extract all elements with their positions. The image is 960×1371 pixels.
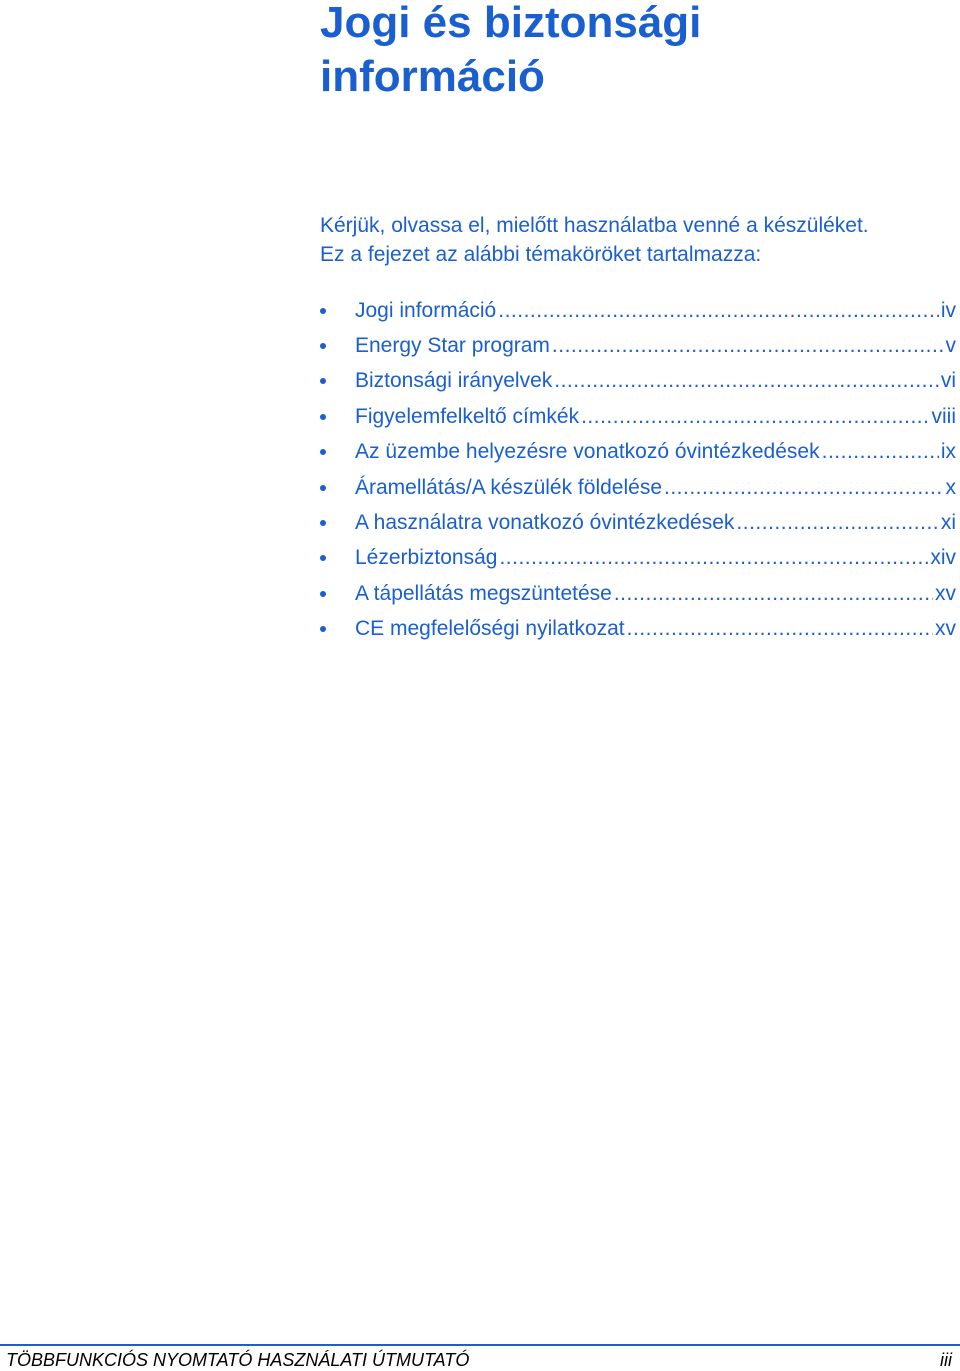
toc-label: Lézerbiztonság bbox=[355, 546, 498, 570]
page-title-line-1: Jogi és biztonsági bbox=[320, 0, 702, 47]
page-footer bbox=[6, 1349, 952, 1371]
bullet-icon bbox=[320, 555, 326, 561]
toc-item-warning-labels[interactable] bbox=[320, 399, 956, 434]
toc-label: Energy Star program bbox=[355, 334, 550, 358]
toc-link[interactable] bbox=[355, 582, 956, 606]
toc-leader-dots bbox=[499, 546, 928, 570]
toc-leader-dots bbox=[554, 369, 939, 393]
footer-divider bbox=[0, 1344, 960, 1346]
bullet-icon bbox=[320, 449, 326, 455]
toc-item-safety-guidelines[interactable] bbox=[320, 364, 956, 399]
toc-item-installation-precautions[interactable] bbox=[320, 435, 956, 470]
toc-link[interactable] bbox=[355, 369, 956, 393]
bullet-icon bbox=[320, 414, 326, 420]
toc-page-number: xi bbox=[940, 511, 956, 535]
toc-leader-dots bbox=[552, 334, 944, 358]
toc-item-legal-information[interactable] bbox=[320, 293, 956, 328]
footer-page-number: iii bbox=[940, 1350, 952, 1370]
toc-label: Figyelemfelkeltő címkék bbox=[355, 404, 580, 428]
toc-leader-dots bbox=[498, 299, 939, 323]
toc-link[interactable] bbox=[355, 405, 956, 429]
bullet-icon bbox=[320, 343, 326, 349]
bullet-icon bbox=[320, 485, 326, 491]
table-of-contents bbox=[320, 293, 956, 647]
toc-page-number: viii bbox=[931, 404, 956, 428]
toc-item-energy-star[interactable] bbox=[320, 328, 956, 363]
toc-label: Az üzembe helyezésre vonatkozó óvintézkedések bbox=[355, 440, 820, 464]
toc-label: A tápellátás megszüntetése bbox=[355, 581, 612, 605]
toc-link[interactable] bbox=[355, 334, 956, 358]
toc-leader-dots bbox=[627, 617, 933, 641]
toc-item-ce-declaration[interactable] bbox=[320, 612, 956, 647]
page-title-line-2: információ bbox=[320, 52, 545, 101]
intro-line-1: Kérjük, olvassa el, mielőtt használatba venné a készüléket. bbox=[320, 214, 869, 237]
toc-item-power-grounding[interactable] bbox=[320, 470, 956, 505]
toc-link[interactable] bbox=[355, 440, 956, 464]
page-title bbox=[320, 0, 701, 104]
toc-page-number: x bbox=[945, 475, 956, 499]
toc-link[interactable] bbox=[355, 511, 956, 535]
chapter-intro bbox=[320, 211, 950, 269]
bullet-icon bbox=[320, 591, 326, 597]
toc-item-laser-safety[interactable] bbox=[320, 541, 956, 576]
toc-page-number: xiv bbox=[930, 546, 956, 570]
toc-link[interactable] bbox=[355, 299, 956, 323]
footer-manual-title: TÖBBFUNKCIÓS NYOMTATÓ HASZNÁLATI ÚTMUTATÓ bbox=[6, 1350, 470, 1370]
toc-page-number: xv bbox=[935, 581, 956, 605]
toc-leader-dots bbox=[614, 582, 933, 606]
bullet-icon bbox=[320, 520, 326, 526]
toc-label: A használatra vonatkozó óvintézkedések bbox=[355, 511, 735, 535]
toc-leader-dots bbox=[822, 440, 939, 464]
toc-label: Jogi információ bbox=[355, 298, 497, 322]
intro-line-2: Ez a fejezet az alábbi témaköröket tartalmazza: bbox=[320, 243, 762, 266]
toc-item-usage-precautions[interactable] bbox=[320, 505, 956, 540]
toc-label: Biztonsági irányelvek bbox=[355, 369, 553, 393]
bullet-icon bbox=[320, 378, 326, 384]
toc-page-number: v bbox=[945, 334, 956, 358]
bullet-icon bbox=[320, 308, 326, 314]
toc-link[interactable] bbox=[355, 546, 956, 570]
toc-label: CE megfelelőségi nyilatkozat bbox=[355, 617, 625, 641]
toc-page-number: vi bbox=[940, 369, 956, 393]
toc-leader-dots bbox=[664, 476, 944, 500]
toc-leader-dots bbox=[736, 511, 938, 535]
toc-page-number: ix bbox=[940, 440, 956, 464]
bullet-icon bbox=[320, 626, 326, 632]
toc-item-power-disconnection[interactable] bbox=[320, 576, 956, 611]
toc-label: Áramellátás/A készülék földelése bbox=[355, 475, 662, 499]
toc-page-number: iv bbox=[940, 298, 956, 322]
toc-leader-dots bbox=[581, 405, 929, 429]
toc-page-number: xv bbox=[935, 617, 956, 641]
toc-link[interactable] bbox=[355, 476, 956, 500]
toc-link[interactable] bbox=[355, 617, 956, 641]
